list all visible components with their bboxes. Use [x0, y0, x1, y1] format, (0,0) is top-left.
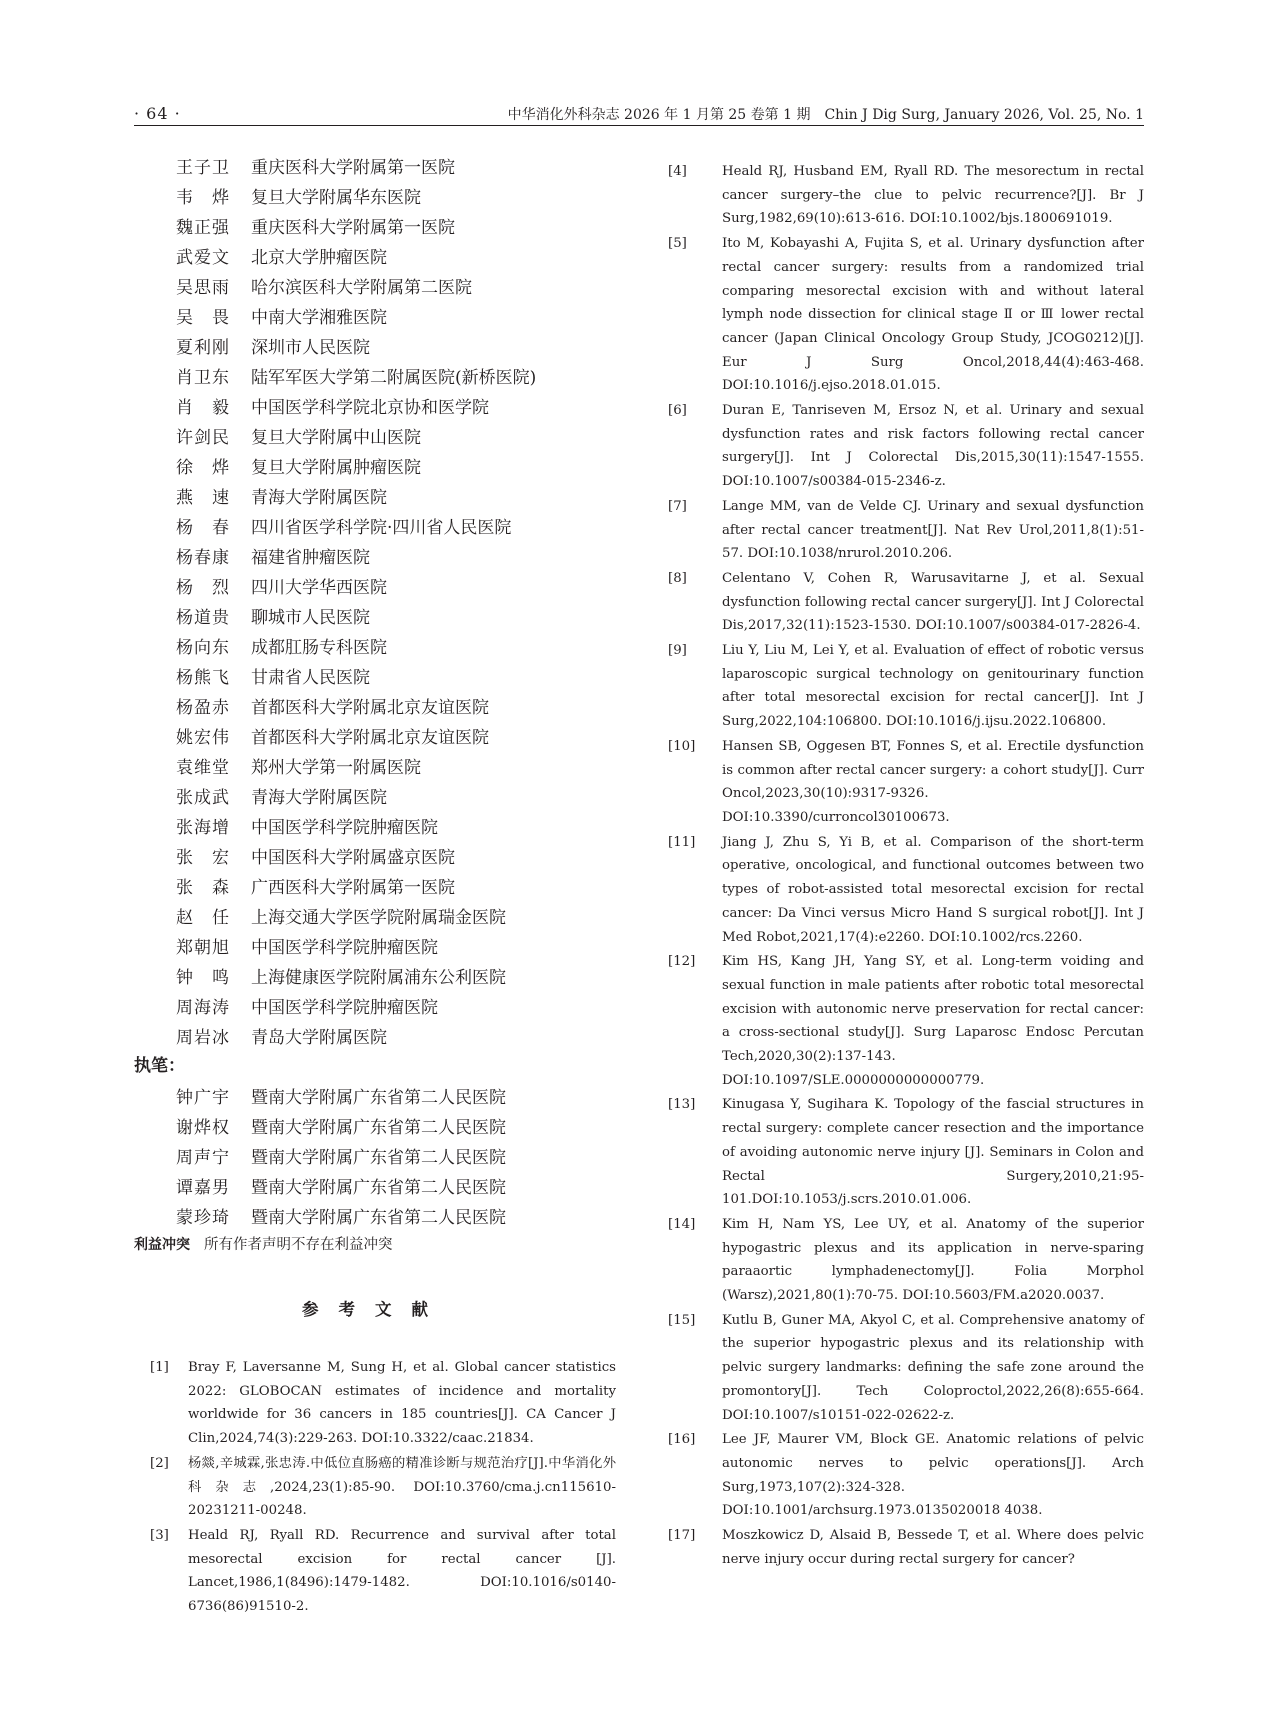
member-row — [134, 990, 616, 1020]
person-name: 燕 速 — [176, 487, 230, 508]
person-name: 杨 烈 — [176, 577, 230, 598]
reference-item — [668, 950, 1144, 1092]
person-affiliation: 北京大学肿瘤医院 — [251, 247, 387, 268]
person-affiliation: 青岛大学附属医院 — [251, 1027, 387, 1048]
person-name: 周海涛 — [176, 997, 230, 1018]
reference-list-left — [134, 1356, 616, 1619]
person-name: 武爱文 — [176, 247, 230, 268]
reference-text: Lange MM, van de Velde CJ. Urinary and sexual dysfunction after rectal cancer treatment[J]. Nat Rev Urol,2011,8(1):51-57. DOI:10.1038/nrurol.2010.206. — [722, 498, 1144, 562]
person-name: 周声宁 — [176, 1147, 230, 1168]
reference-item — [668, 160, 1144, 231]
reference-item — [668, 495, 1144, 566]
reference-item — [668, 1524, 1144, 1571]
member-row — [134, 480, 616, 510]
member-row — [134, 300, 616, 330]
page-number: · 64 · — [134, 104, 181, 123]
writer-row — [134, 1140, 616, 1170]
reference-number: [3] — [150, 1527, 169, 1543]
person-affiliation: 暨南大学附属广东省第二人民医院 — [251, 1147, 506, 1168]
reference-text: Hansen SB, Oggesen BT, Fonnes S, et al. Erectile dysfunction is common after rectal cancer surgery: a cohort study[J]. Curr Oncol,2023,30(10):9317-9326. DOI:10.3390/curroncol30100673. — [722, 738, 1144, 825]
person-affiliation: 郑州大学第一附属医院 — [251, 757, 421, 778]
reference-text: Kutlu B, Guner MA, Akyol C, et al. Comprehensive anatomy of the superior hypogastric plexus and its relationship with pelvic surgery landmarks: defining the safe zone around the promontory[J]. Tech Coloproctol,2022,26(8):655-664. DOI:10.1007/s10151-022-02622-z. — [722, 1312, 1144, 1423]
reference-number: [5] — [668, 236, 687, 252]
person-affiliation: 中国医科大学附属盛京医院 — [251, 847, 455, 868]
reference-item — [668, 232, 1144, 398]
person-affiliation: 四川省医学科学院·四川省人民医院 — [251, 517, 512, 538]
person-name: 杨 春 — [176, 517, 230, 538]
right-column — [668, 160, 1144, 1572]
writer-row — [134, 1110, 616, 1140]
person-name: 夏利刚 — [176, 337, 230, 358]
person-name: 钟广宇 — [176, 1087, 230, 1108]
person-name: 杨道贵 — [176, 607, 230, 628]
person-name: 钟 鸣 — [176, 967, 230, 988]
member-row — [134, 840, 616, 870]
reference-text: Liu Y, Liu M, Lei Y, et al. Evaluation of effect of robotic versus laparoscopic surgical technology on genitourinary function after total mesorectal excision for rectal cancer[J]. Int J Surg,2022,104:106800. DOI:10.1016/j.ijsu.2022.106800. — [722, 643, 1144, 730]
reference-number: [8] — [668, 570, 687, 586]
member-row — [134, 570, 616, 600]
reference-item — [668, 735, 1144, 830]
person-affiliation: 中南大学湘雅医院 — [251, 307, 387, 328]
person-affiliation: 重庆医科大学附属第一医院 — [251, 157, 455, 178]
person-affiliation: 复旦大学附属华东医院 — [251, 187, 421, 208]
member-row — [134, 390, 616, 420]
reference-text: Heald RJ, Husband EM, Ryall RD. The mesorectum in rectal cancer surgery–the clue to pelvic recurrence?[J]. Br J Surg,1982,69(10):613-616. DOI:10.1002/bjs.1800691019. — [722, 164, 1144, 227]
person-affiliation: 哈尔滨医科大学附属第二医院 — [251, 277, 472, 298]
person-name: 张海增 — [176, 817, 230, 838]
person-name: 杨盈赤 — [176, 697, 230, 718]
person-affiliation: 重庆医科大学附属第一医院 — [251, 217, 455, 238]
reference-item — [134, 1524, 616, 1619]
person-name: 肖 毅 — [176, 397, 230, 418]
person-name: 杨熊飞 — [176, 667, 230, 688]
reference-text: Duran E, Tanriseven M, Ersoz N, et al. Urinary and sexual dysfunction rates and risk factors following rectal cancer surgery[J]. Int J Colorectal Dis,2015,30(11):1547-1555. DOI:10.1007/s00384-015-2346-z. — [722, 403, 1144, 490]
reference-item — [134, 1356, 616, 1451]
person-name: 周岩冰 — [176, 1027, 230, 1048]
person-affiliation: 暨南大学附属广东省第二人民医院 — [251, 1117, 506, 1138]
person-affiliation: 复旦大学附属中山医院 — [251, 427, 421, 448]
person-name: 张 森 — [176, 877, 230, 898]
person-affiliation: 中国医学科学院北京协和医学院 — [251, 397, 489, 418]
reference-text: Ito M, Kobayashi A, Fujita S, et al. Urinary dysfunction after rectal cancer surgery: results from a randomized trial comparing mesorectal excision with and without lateral lymph node dissection for clinical stage Ⅱ or Ⅲ lower rectal cancer (Japan Clinical Oncology Group Study, JCOG0212)[J]. Eur J Surg Oncol,2018,44(4):463-468. DOI:10.1016/j.ejso.2018.01.015. — [722, 236, 1144, 394]
conflict-text: 所有作者声明不存在利益冲突 — [204, 1237, 393, 1253]
reference-item — [668, 1213, 1144, 1308]
reference-number: [13] — [668, 1097, 696, 1113]
member-row — [134, 900, 616, 930]
reference-text: Jiang J, Zhu S, Yi B, et al. Comparison of the short-term operative, oncological, and functional outcomes between two types of robot-assisted total mesorectal excision for rectal cancer: Da Vinci versus Micro Hand S surgical robot[J]. Int J Med Robot,2021,17(4):e2260. DOI:10.1002/rcs.2260. — [722, 834, 1144, 945]
person-name: 杨向东 — [176, 637, 230, 658]
reference-text: Bray F, Laversanne M, Sung H, et al. Global cancer statistics 2022: GLOBOCAN estimates of incidence and mortality worldwide for 36 cancers in 185 countries[J]. CA Cancer J Clin,2024,74(3):229-263. DOI:10.3322/caac.21834. — [188, 1360, 616, 1447]
reference-text: Lee JF, Maurer VM, Block GE. Anatomic relations of pelvic autonomic nerves to pelvic operations[J]. Arch Surg,1973,107(2):324-328. DOI:10.1001/archsurg.1973.0135020018 4038. — [722, 1432, 1144, 1519]
reference-list-right — [668, 160, 1144, 1571]
reference-text: Kinugasa Y, Sugihara K. Topology of the fascial structures in rectal surgery: complete cancer resection and the importance of avoiding autonomic nerve injury [J]. Seminars in Colon and Rectal Surgery,2010,21:95-101.DOI:10.1053/j.scrs.2010.01.006. — [722, 1097, 1144, 1208]
reference-number: [16] — [668, 1432, 696, 1448]
writer-row — [134, 1080, 616, 1110]
member-row — [134, 720, 616, 750]
person-affiliation: 复旦大学附属肿瘤医院 — [251, 457, 421, 478]
person-affiliation: 青海大学附属医院 — [251, 787, 387, 808]
member-row — [134, 780, 616, 810]
person-name: 魏正强 — [176, 217, 230, 238]
person-affiliation: 暨南大学附属广东省第二人民医院 — [251, 1207, 506, 1228]
reference-item — [668, 1309, 1144, 1428]
reference-item — [668, 567, 1144, 638]
person-affiliation: 甘肃省人民医院 — [251, 667, 370, 688]
reference-number: [9] — [668, 643, 687, 659]
person-name: 徐 烨 — [176, 457, 230, 478]
person-affiliation: 陆军军医大学第二附属医院(新桥医院) — [251, 367, 537, 388]
person-affiliation: 上海交通大学医学院附属瑞金医院 — [251, 907, 506, 928]
writers-heading: 执笔： — [134, 1056, 185, 1076]
person-affiliation: 暨南大学附属广东省第二人民医院 — [251, 1087, 506, 1108]
reference-text: Heald RJ, Ryall RD. Recurrence and survival after total mesorectal excision for rectal cancer [J]. Lancet,1986,1(8496):1479-1482. DOI:10.1016/s0140-6736(86)91510-2. — [188, 1527, 616, 1615]
references-heading: 参考文献 — [302, 1300, 448, 1319]
person-name: 肖卫东 — [176, 367, 230, 388]
person-name: 张 宏 — [176, 847, 230, 868]
reference-text: 杨燚,辛城霖,张忠涛.中低位直肠癌的精准诊断与规范治疗[J].中华消化外科杂志,2024,23(1):85-90. DOI:10.3760/cma.j.cn115610-20231211-00248. — [188, 1455, 616, 1519]
reference-number: [10] — [668, 738, 696, 754]
reference-number: [2] — [150, 1455, 169, 1471]
member-row — [134, 360, 616, 390]
person-affiliation: 首都医科大学附属北京友谊医院 — [251, 727, 489, 748]
reference-text: Kim H, Nam YS, Lee UY, et al. Anatomy of the superior hypogastric plexus and its application in nerve-sparing paraaortic lymphadenectomy[J]. Folia Morphol (Warsz),2021,80(1):70-75. DOI:10.5603/FM.a2020.0037. — [722, 1216, 1144, 1304]
reference-text: Celentano V, Cohen R, Warusavitarne J, et al. Sexual dysfunction following rectal cancer surgery[J]. Int J Colorectal Dis,2017,32(11):1523-1530. DOI:10.1007/s00384-017-2826-4. — [722, 570, 1144, 634]
writer-list — [134, 1080, 616, 1230]
member-row — [134, 930, 616, 960]
writer-row — [134, 1170, 616, 1200]
member-row — [134, 270, 616, 300]
reference-text: Kim HS, Kang JH, Yang SY, et al. Long-term voiding and sexual function in male patients after robotic total mesorectal excision with autonomic nerve preservation for rectal cancer: a cross-sectional study[J]. Surg Laparosc Endosc Percutan Tech,2020,30(2):137-143. DOI:10.1097/SLE.0000000000000779. — [722, 954, 1144, 1088]
reference-number: [4] — [668, 164, 687, 179]
person-name: 袁维堂 — [176, 757, 230, 778]
person-affiliation: 福建省肿瘤医院 — [251, 547, 370, 568]
member-row — [134, 600, 616, 630]
reference-number: [6] — [668, 403, 687, 419]
person-affiliation: 成都肛肠专科医院 — [251, 637, 387, 658]
person-affiliation: 广西医科大学附属第一医院 — [251, 877, 455, 898]
member-row — [134, 630, 616, 660]
person-affiliation: 首都医科大学附属北京友谊医院 — [251, 697, 489, 718]
reference-number: [1] — [150, 1360, 169, 1375]
member-row — [134, 180, 616, 210]
member-row — [134, 870, 616, 900]
person-affiliation: 中国医学科学院肿瘤医院 — [251, 997, 438, 1018]
member-row — [134, 540, 616, 570]
header-rule — [134, 125, 1144, 126]
member-row — [134, 210, 616, 240]
running-header — [134, 104, 1144, 126]
reference-item — [668, 399, 1144, 494]
member-row — [134, 330, 616, 360]
reference-item — [668, 831, 1144, 950]
member-row — [134, 420, 616, 450]
reference-number: [12] — [668, 954, 696, 970]
person-name: 韦 烨 — [176, 187, 230, 208]
person-affiliation: 中国医学科学院肿瘤医院 — [251, 937, 438, 958]
person-affiliation: 青海大学附属医院 — [251, 487, 387, 508]
person-affiliation: 上海健康医学院附属浦东公利医院 — [251, 967, 506, 988]
person-name: 姚宏伟 — [176, 727, 230, 748]
reference-item — [134, 1452, 616, 1523]
conflict-label: 利益冲突 — [134, 1237, 190, 1253]
person-affiliation: 深圳市人民医院 — [251, 337, 370, 358]
member-row — [134, 960, 616, 990]
reference-number: [7] — [668, 498, 687, 514]
person-name: 郑朝旭 — [176, 937, 230, 958]
member-row — [134, 660, 616, 690]
person-name: 吴思雨 — [176, 277, 230, 298]
writer-row — [134, 1200, 616, 1230]
member-row — [134, 240, 616, 270]
reference-number: [15] — [668, 1312, 696, 1328]
person-name: 王子卫 — [176, 157, 230, 178]
member-row — [134, 510, 616, 540]
reference-text: Moszkowicz D, Alsaid B, Bessede T, et al. Where does pelvic nerve injury occur during rectal surgery for cancer? — [722, 1528, 1144, 1567]
left-column — [134, 150, 616, 1620]
member-row — [134, 690, 616, 720]
reference-item — [668, 1093, 1144, 1212]
person-name: 赵 任 — [176, 907, 230, 928]
person-affiliation: 中国医学科学院肿瘤医院 — [251, 817, 438, 838]
person-name: 张成武 — [176, 787, 230, 808]
person-affiliation: 暨南大学附属广东省第二人民医院 — [251, 1177, 506, 1198]
reference-item — [668, 639, 1144, 734]
person-name: 许剑民 — [176, 427, 230, 448]
journal-citation: 中华消化外科杂志 2026 年 1 月第 25 卷第 1 期 Chin J Dig Surg, January 2026, Vol. 25, No. 1 — [507, 107, 1144, 123]
member-row — [134, 1020, 616, 1050]
member-row — [134, 750, 616, 780]
member-row — [134, 150, 616, 180]
person-affiliation: 四川大学华西医院 — [251, 577, 387, 598]
person-name: 杨春康 — [176, 547, 230, 568]
member-row — [134, 810, 616, 840]
reference-item — [668, 1428, 1144, 1523]
member-row — [134, 450, 616, 480]
member-list — [134, 150, 616, 1050]
reference-number: [14] — [668, 1216, 696, 1232]
person-name: 吴 畏 — [176, 307, 230, 328]
conflict-of-interest — [134, 1232, 616, 1258]
person-affiliation: 聊城市人民医院 — [251, 607, 370, 628]
person-name: 谭嘉男 — [176, 1177, 230, 1198]
person-name: 谢烨权 — [176, 1117, 230, 1138]
reference-number: [17] — [668, 1528, 696, 1544]
reference-number: [11] — [668, 834, 696, 850]
person-name: 蒙珍琦 — [176, 1207, 230, 1228]
